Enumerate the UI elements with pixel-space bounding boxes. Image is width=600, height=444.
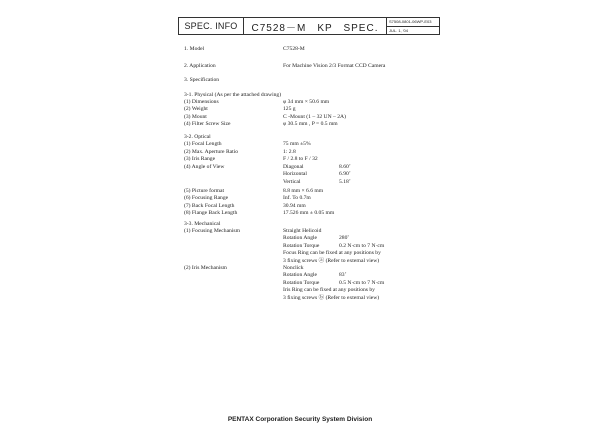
spec-value: Focus Ring can be fixed at any positions by: [283, 250, 381, 257]
spec-extra: 6.90˚: [339, 171, 351, 178]
spec-header: [178, 17, 440, 35]
spec-value: 75 mm ±5%: [283, 141, 311, 147]
spec-value: Straight Helicoid: [283, 228, 322, 234]
spec-extra: 83˚: [339, 272, 347, 279]
spec-value: 1: 2.8: [283, 148, 296, 155]
spec-value: φ 34 mm × 50.6 mm: [283, 99, 330, 105]
footer-company: PENTAX Corporation Security System Division: [227, 416, 373, 423]
spec-label: (1) Focusing Mechanism: [184, 228, 240, 234]
spec-label: 2. Application: [184, 63, 216, 69]
spec-value: 17.526 mm ± 0.05 mm: [283, 210, 335, 217]
doc-number: S7508-0801-06WP-E03: [387, 18, 439, 27]
spec-value: Inf. To 0.7m: [283, 195, 311, 202]
spec-value: F / 2.8 to F / 32: [283, 156, 318, 163]
spec-label: (8) Flange Back Length: [184, 210, 238, 217]
spec-extra: 0.2 N·cm to 7 N·cm: [339, 242, 385, 249]
spec-value: Rotation Angle: [283, 272, 318, 279]
spec-extra: 5.18˚: [339, 179, 351, 185]
spec-label: (4) Angle of View: [184, 163, 225, 170]
spec-label: 1. Model: [184, 46, 205, 52]
spec-value: φ 30.5 mm , P = 0.5 mm: [283, 120, 338, 127]
spec-label: (1) Dimensions: [184, 99, 219, 105]
spec-extra: 280˚: [339, 235, 350, 242]
spec-value: For Machine Vision 2/3 Format CCD Camera: [283, 63, 386, 69]
spec-label: (6) Focusing Range: [184, 195, 229, 202]
spec-extra: 8.60˚: [339, 163, 351, 170]
section-heading: 3-3. Mechanical: [184, 221, 221, 227]
spec-extra: 0.5 N·cm to 7 N·cm: [339, 279, 385, 286]
doc-date: JUL. 1, '04: [389, 27, 408, 33]
section-heading: 3-1. Physical (As per the attached drawing): [184, 92, 282, 98]
spec-value: 3 fixing screws ⓑ (Refer to external view): [283, 294, 380, 301]
spec-label: (2) Max. Aperture Ratio: [184, 148, 239, 155]
spec-value: Nonclick: [283, 265, 304, 271]
spec-label: (1) Focal Length: [184, 141, 222, 147]
spec-label: 3. Specification: [184, 77, 220, 83]
spec-value: 30.94 mm: [283, 202, 306, 209]
spec-label: (7) Back Focal Length: [184, 202, 235, 209]
spec-label: (3) Mount: [184, 113, 207, 120]
spec-label: (4) Filter Screw Size: [184, 120, 231, 127]
spec-value: Rotation Torque: [283, 279, 320, 286]
spec-value: Vertical: [283, 179, 301, 185]
spec-value: Rotation Torque: [283, 242, 320, 249]
spec-value: 8.8 mm × 6.6 mm: [283, 187, 324, 194]
spec-value: Rotation Angle: [283, 235, 318, 242]
spec-label: (2) Weight: [184, 106, 208, 113]
spec-info-label: SPEC. INFO: [179, 18, 244, 34]
spec-value: C7528-M: [283, 46, 305, 52]
spec-title: C7528－M KP SPEC.: [244, 18, 387, 34]
spec-label: (2) Iris Mechanism: [184, 265, 227, 271]
spec-value: Diagonal: [283, 163, 304, 170]
spec-label: (3) Iris Range: [184, 156, 216, 163]
section-heading: 3-2. Optical: [184, 134, 211, 140]
doc-info: [387, 18, 439, 34]
spec-value: 125 g: [283, 106, 296, 113]
spec-value: C -Mount (1 – 32 UN – 2A): [283, 113, 346, 120]
spec-value: 3 fixing screws ⓐ (Refer to external view): [283, 257, 380, 264]
spec-value: Iris Ring can be fixed at any positions by: [283, 287, 375, 294]
spec-value: Horizontal: [283, 171, 307, 178]
spec-label: (5) Picture format: [184, 187, 225, 194]
